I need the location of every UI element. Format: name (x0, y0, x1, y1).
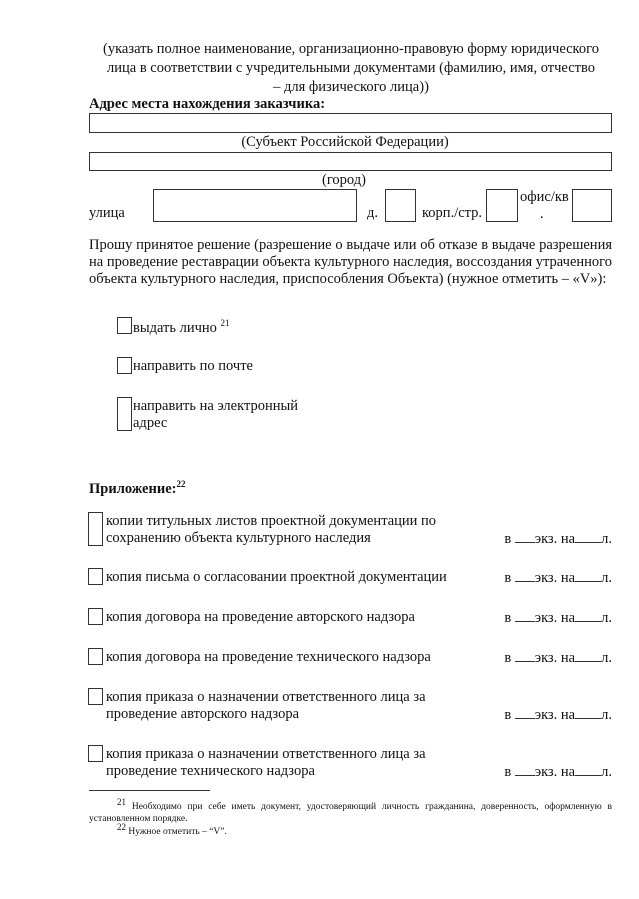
attachment-checkbox[interactable] (88, 512, 103, 546)
attachment-checkbox[interactable] (88, 648, 103, 665)
attachment-checkbox[interactable] (88, 568, 103, 585)
copies-count-field[interactable] (515, 530, 535, 543)
attachment-label: копия приказа о назначении ответственного лица за (106, 689, 426, 705)
header-note-line: лица в соответствии с учредительными документами (фамилию, имя, отчество (107, 60, 595, 76)
delivery-personal-label (133, 318, 230, 337)
copies-mid: экз. на (534, 570, 576, 586)
copies-prefix: в (504, 707, 512, 723)
address-title: Адрес места нахождения заказчика: (89, 96, 326, 112)
attachment-copies (504, 569, 612, 587)
house-field[interactable] (385, 189, 416, 222)
sheets-count-field[interactable] (575, 706, 601, 719)
copies-count-field[interactable] (515, 649, 535, 662)
attachment-copies (504, 649, 612, 667)
copies-count-field[interactable] (515, 609, 535, 622)
copies-suffix: л. (601, 764, 612, 780)
sheets-count-field[interactable] (575, 569, 601, 582)
copies-prefix: в (504, 570, 512, 586)
office-dot: . (540, 206, 544, 222)
sheets-count-field[interactable] (575, 609, 601, 622)
copies-prefix: в (504, 610, 512, 626)
attachment-label: копии титульных листов проектной документации по (106, 513, 437, 529)
footnote-ref: 22 (176, 479, 186, 489)
footnote-text: Нужное отметить – “V”. (128, 827, 227, 838)
copies-suffix: л. (601, 650, 612, 666)
delivery-mail-label: направить по почте (133, 358, 253, 374)
copies-suffix: л. (601, 531, 612, 547)
delivery-personal-text: выдать лично (133, 319, 217, 336)
building-field[interactable] (486, 189, 518, 222)
attachment-label: копия договора на проведение технического надзора (106, 649, 431, 665)
attachment-copies (504, 530, 612, 548)
copies-mid: экз. на (534, 707, 576, 723)
attachment-copies (504, 763, 612, 781)
copies-count-field[interactable] (515, 763, 535, 776)
delivery-email-label-2: адрес (133, 415, 168, 431)
attachment-checkbox[interactable] (88, 688, 103, 705)
attachment-label: копия договора на проведение авторского надзора (106, 609, 415, 625)
subject-caption: (Субъект Российской Федерации) (241, 134, 449, 150)
sheets-count-field[interactable] (575, 649, 601, 662)
house-label: д. (367, 205, 379, 221)
copies-count-field[interactable] (515, 569, 535, 582)
copies-mid: экз. на (534, 650, 576, 666)
city-caption: (город) (322, 172, 366, 188)
attachment-label-2: проведение авторского надзора (106, 706, 300, 722)
footnote-divider (89, 790, 210, 791)
copies-suffix: л. (601, 570, 612, 586)
header-note-line: – для физического лица)) (273, 79, 429, 95)
attachment-label-2: проведение технического надзора (106, 763, 315, 779)
street-field[interactable] (153, 189, 357, 222)
attachment-checkbox[interactable] (88, 608, 103, 625)
office-label: офис/кв (520, 189, 569, 205)
request-text: Прошу принятое решение (разрешение о выдаче или об отказе в выдаче разрешения на проведение реставрации объекта культурного наследия, воссоздания утраченного объекта культурного наследия, приспособления Объекта) (нужное отметить – «V»): (89, 237, 612, 287)
copies-prefix: в (504, 531, 512, 547)
header-note-line: (указать полное наименование, организационно-правовую форму юридического (103, 41, 599, 57)
copies-suffix: л. (601, 610, 612, 626)
attachments-title-text: Приложение: (89, 480, 177, 497)
delivery-email-label: направить на электронный (133, 398, 298, 414)
attachment-copies (504, 609, 612, 627)
copies-mid: экз. на (534, 610, 576, 626)
street-label: улица (89, 205, 125, 221)
copies-prefix: в (504, 650, 512, 666)
attachment-copies (504, 706, 612, 724)
building-label: корп./стр. (422, 205, 483, 221)
attachment-label-2: сохранению объекта культурного наследия (106, 530, 371, 546)
copies-suffix: л. (601, 707, 612, 723)
attachment-label: копия приказа о назначении ответственного лица за (106, 746, 426, 762)
subject-field[interactable] (89, 113, 612, 133)
footnote-number: 22 (117, 822, 126, 832)
sheets-count-field[interactable] (575, 763, 601, 776)
delivery-mail-checkbox[interactable] (117, 357, 132, 374)
attachments-title (89, 479, 185, 498)
copies-mid: экз. на (534, 764, 576, 780)
footnote-22 (89, 821, 612, 838)
delivery-personal-checkbox[interactable] (117, 317, 132, 334)
footnote-number: 21 (117, 797, 126, 807)
footnote-ref: 21 (220, 318, 230, 328)
attachment-label: копия письма о согласовании проектной документации (106, 569, 447, 585)
sheets-count-field[interactable] (575, 530, 601, 543)
attachment-checkbox[interactable] (88, 745, 103, 762)
footnote-text: Необходимо при себе иметь документ, удостоверяющий личность гражданина, доверенность, оформленную в установленном порядке. (89, 802, 613, 825)
copies-count-field[interactable] (515, 706, 535, 719)
office-field[interactable] (572, 189, 612, 222)
city-field[interactable] (89, 152, 612, 171)
copies-mid: экз. на (534, 531, 576, 547)
copies-prefix: в (504, 764, 512, 780)
delivery-email-checkbox[interactable] (117, 397, 132, 431)
